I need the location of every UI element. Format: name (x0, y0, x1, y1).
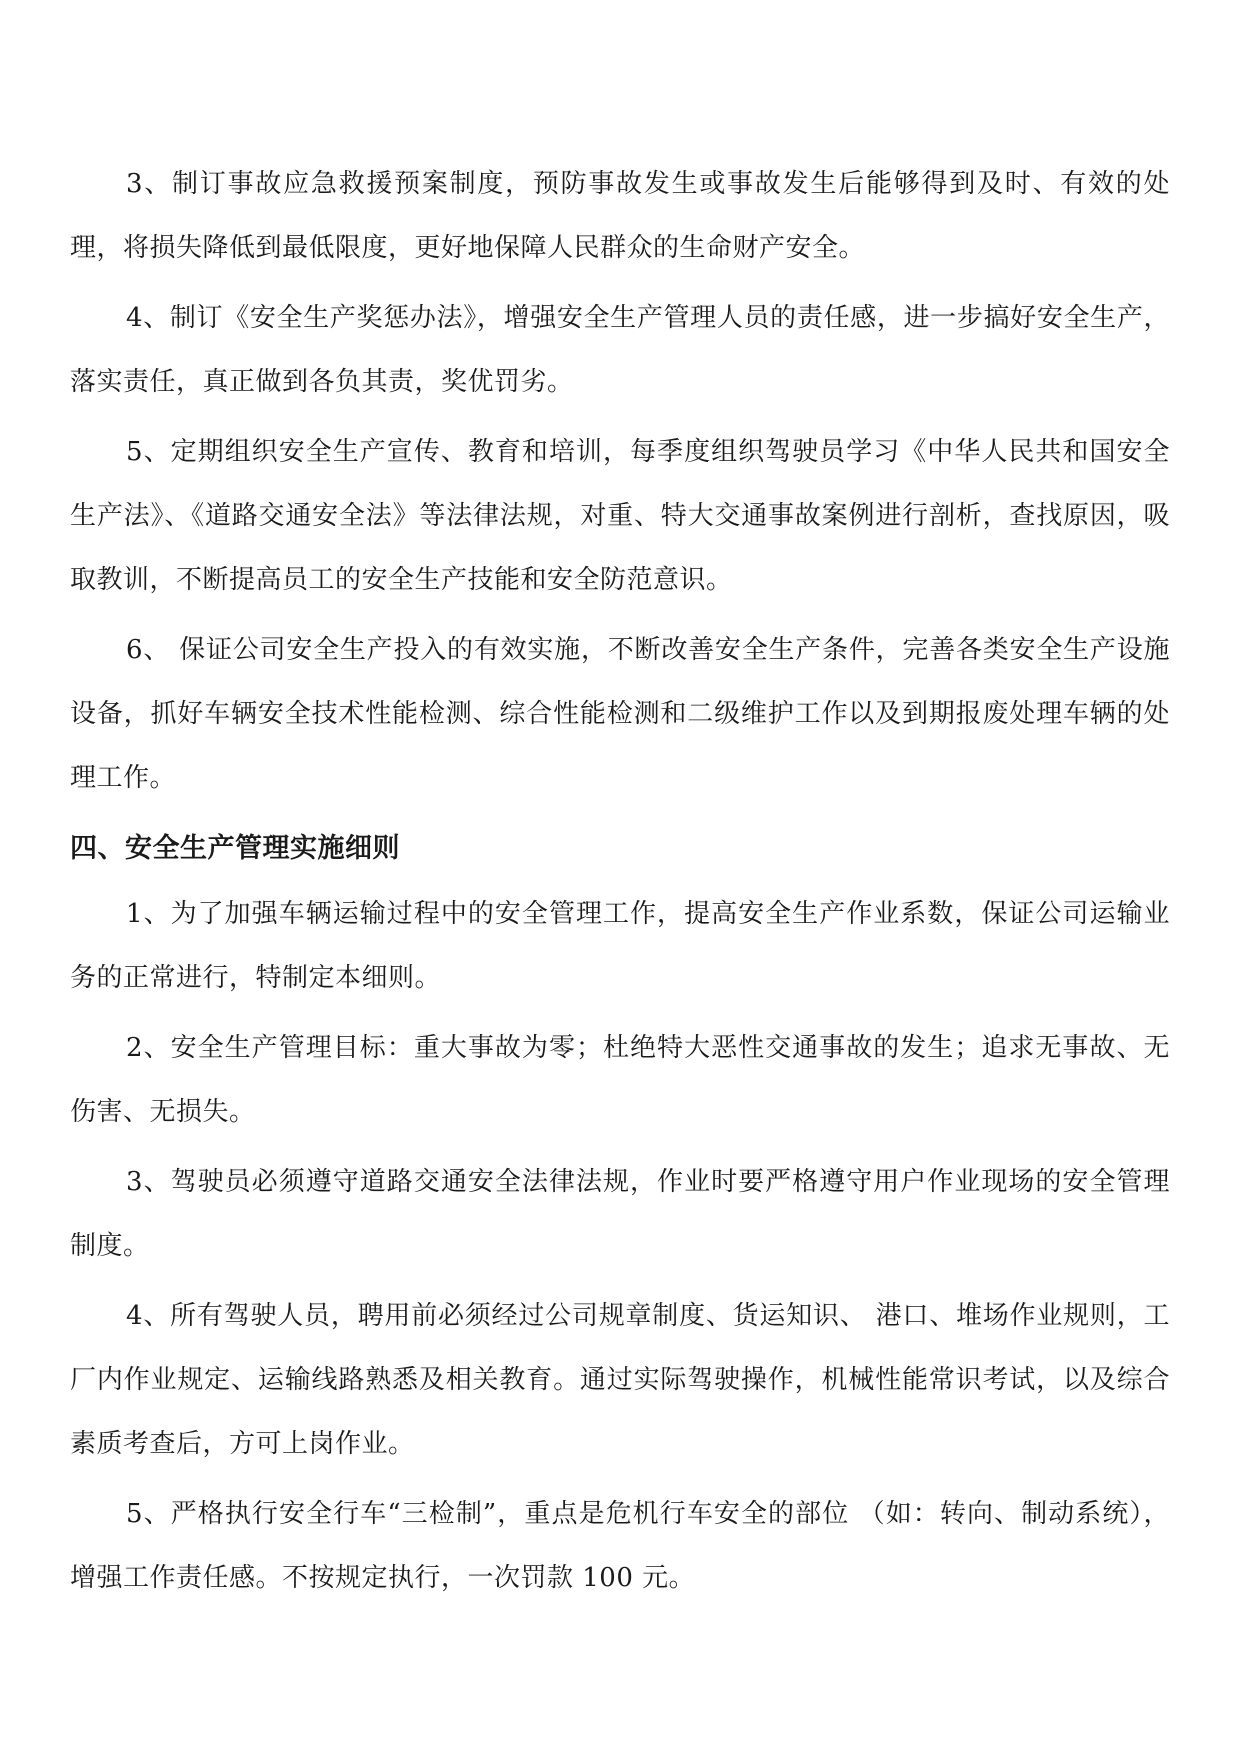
paragraph: 2、安全生产管理目标：重大事故为零；杜绝特大恶性交通事故的发生；追求无事故、无伤害、无损失。 (70, 1033, 1170, 1127)
paragraph: 6、 保证公司安全生产投入的有效实施，不断改善安全生产条件，完善各类安全生产设施设备，抓好车辆安全技术性能检测、综合性能检测和二级维护工作以及到期报废处理车辆的处理工作。 (70, 635, 1170, 793)
paragraph: 1、为了加强车辆运输过程中的安全管理工作，提高安全生产作业系数，保证公司运输业务的正常进行，特制定本细则。 (70, 899, 1170, 993)
section-heading: 四、安全生产管理实施细则 (70, 833, 400, 864)
paragraph: 3、制订事故应急救援预案制度，预防事故发生或事故发生后能够得到及时、有效的处理，将损失降低到最低限度，更好地保障人民群众的生命财产安全。 (70, 169, 1170, 263)
document-body (70, 152, 1170, 1616)
paragraph: 5、定期组织安全生产宣传、教育和培训，每季度组织驾驶员学习《中华人民共和国安全生产法》、《道路交通安全法》等法律法规，对重、特大交通事故案例进行剖析，查找原因，吸取教训，不断提高员工的安全生产技能和安全防范意识。 (70, 437, 1170, 595)
paragraph: 4、制订《安全生产奖惩办法》，增强安全生产管理人员的责任感，进一步搞好安全生产，落实责任，真正做到各负其责，奖优罚劣。 (70, 303, 1170, 397)
paragraph: 5、严格执行安全行车“三检制”，重点是危机行车安全的部位 （如：转向、制动系统），增强工作责任感。不按规定执行，一次罚款 100 元。 (70, 1499, 1170, 1593)
paragraph: 4、所有驾驶人员，聘用前必须经过公司规章制度、货运知识、 港口、堆场作业规则，工厂内作业规定、运输线路熟悉及相关教育。通过实际驾驶操作，机械性能常识考试，以及综合素质考查后，方可上岗作业。 (70, 1301, 1170, 1459)
paragraph: 3、驾驶员必须遵守道路交通安全法律法规，作业时要严格遵守用户作业现场的安全管理制度。 (70, 1167, 1170, 1261)
